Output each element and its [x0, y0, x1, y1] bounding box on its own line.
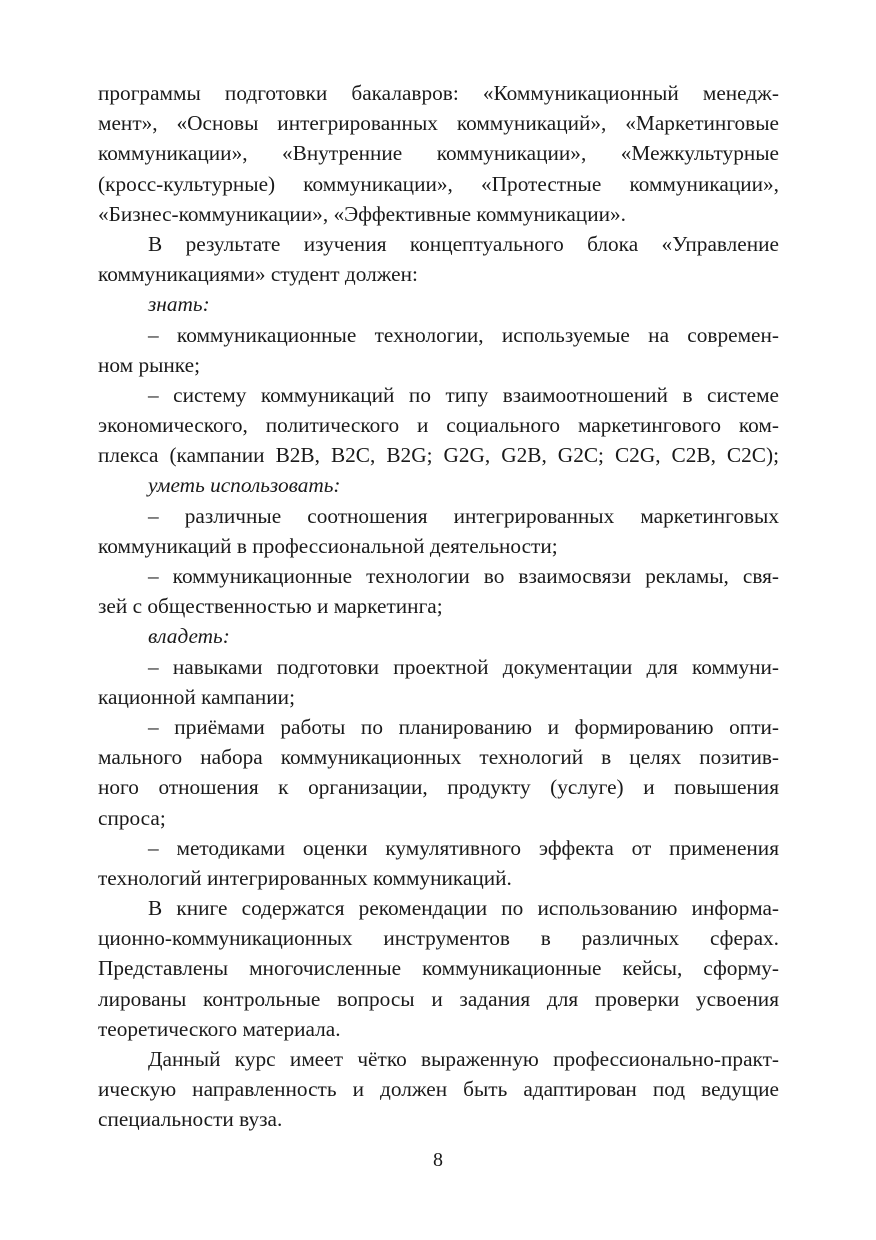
- text-line: технологий интегрированных коммуникаций.: [98, 865, 512, 890]
- text-line: мального набора коммуникационных технологий в целях позитив-: [98, 745, 779, 770]
- text-line: ном рынке;: [98, 352, 200, 377]
- page-body: [98, 78, 779, 1135]
- text-line: экономического, политического и социального маркетингового ком-: [98, 413, 779, 438]
- text-line: ическую направленность и должен быть адаптирован под ведущие: [98, 1077, 779, 1102]
- text-line: плекса (кампании B2B, B2C, B2G; G2G, G2B, G2C; C2G, C2B, C2C);: [98, 443, 779, 468]
- text-line: ционно-коммуникационных инструментов в различных сферах.: [98, 926, 779, 951]
- text-line: кационной кампании;: [98, 684, 295, 709]
- text-line: зей с общественностью и маркетинга;: [98, 594, 443, 619]
- paragraph-line: Данный курс имеет чётко выраженную профессионально-практ-: [148, 1047, 779, 1071]
- text-line: В результате изучения концептуального блока «Управление: [148, 231, 779, 256]
- text-line: спроса;: [98, 805, 166, 830]
- text-line: «Бизнес-коммуникации», «Эффективные коммуникации».: [98, 201, 626, 226]
- text-line: специальности вуза.: [98, 1107, 283, 1132]
- text-line: коммуникации», «Внутренние коммуникации», «Межкультурные: [98, 141, 779, 166]
- text-line: мент», «Основы интегрированных коммуникаций», «Маркетинговые: [98, 111, 779, 136]
- text-line: (кросс-культурные) коммуникации», «Протестные коммуникации»,: [98, 171, 779, 196]
- text-line: программы подготовки бакалавров: «Коммуникационный менедж-: [98, 81, 779, 105]
- paragraph-line: В книге содержатся рекомендации по использованию информа-: [148, 896, 779, 921]
- text-line: теоретического материала.: [98, 1016, 341, 1041]
- list-item: – методиками оценки кумулятивного эффекта от применения: [148, 835, 779, 860]
- section-label-know: знать:: [148, 292, 210, 317]
- text-line: лированы контрольные вопросы и задания для проверки усвоения: [98, 986, 779, 1011]
- text-line: Представлены многочисленные коммуникационные кейсы, сформу-: [98, 956, 779, 981]
- list-item: – различные соотношения интегрированных маркетинговых: [148, 503, 779, 528]
- list-item: – навыками подготовки проектной документации для коммуни-: [148, 654, 779, 679]
- section-label-master: владеть:: [148, 624, 230, 649]
- list-item: – коммуникационные технологии, используемые на современ-: [148, 322, 779, 347]
- list-item: – систему коммуникаций по типу взаимоотношений в системе: [148, 382, 779, 407]
- text-line: коммуникациями» студент должен:: [98, 262, 418, 287]
- section-label-be-able: уметь использовать:: [148, 473, 341, 498]
- text-line: коммуникаций в профессиональной деятельности;: [98, 533, 558, 558]
- text-line: ного отношения к организации, продукту (услуге) и повышения: [98, 775, 779, 800]
- list-item: – приёмами работы по планированию и формированию опти-: [148, 714, 779, 739]
- list-item: – коммуникационные технологии во взаимосвязи рекламы, свя-: [148, 564, 779, 588]
- page-number: 8: [433, 1149, 443, 1171]
